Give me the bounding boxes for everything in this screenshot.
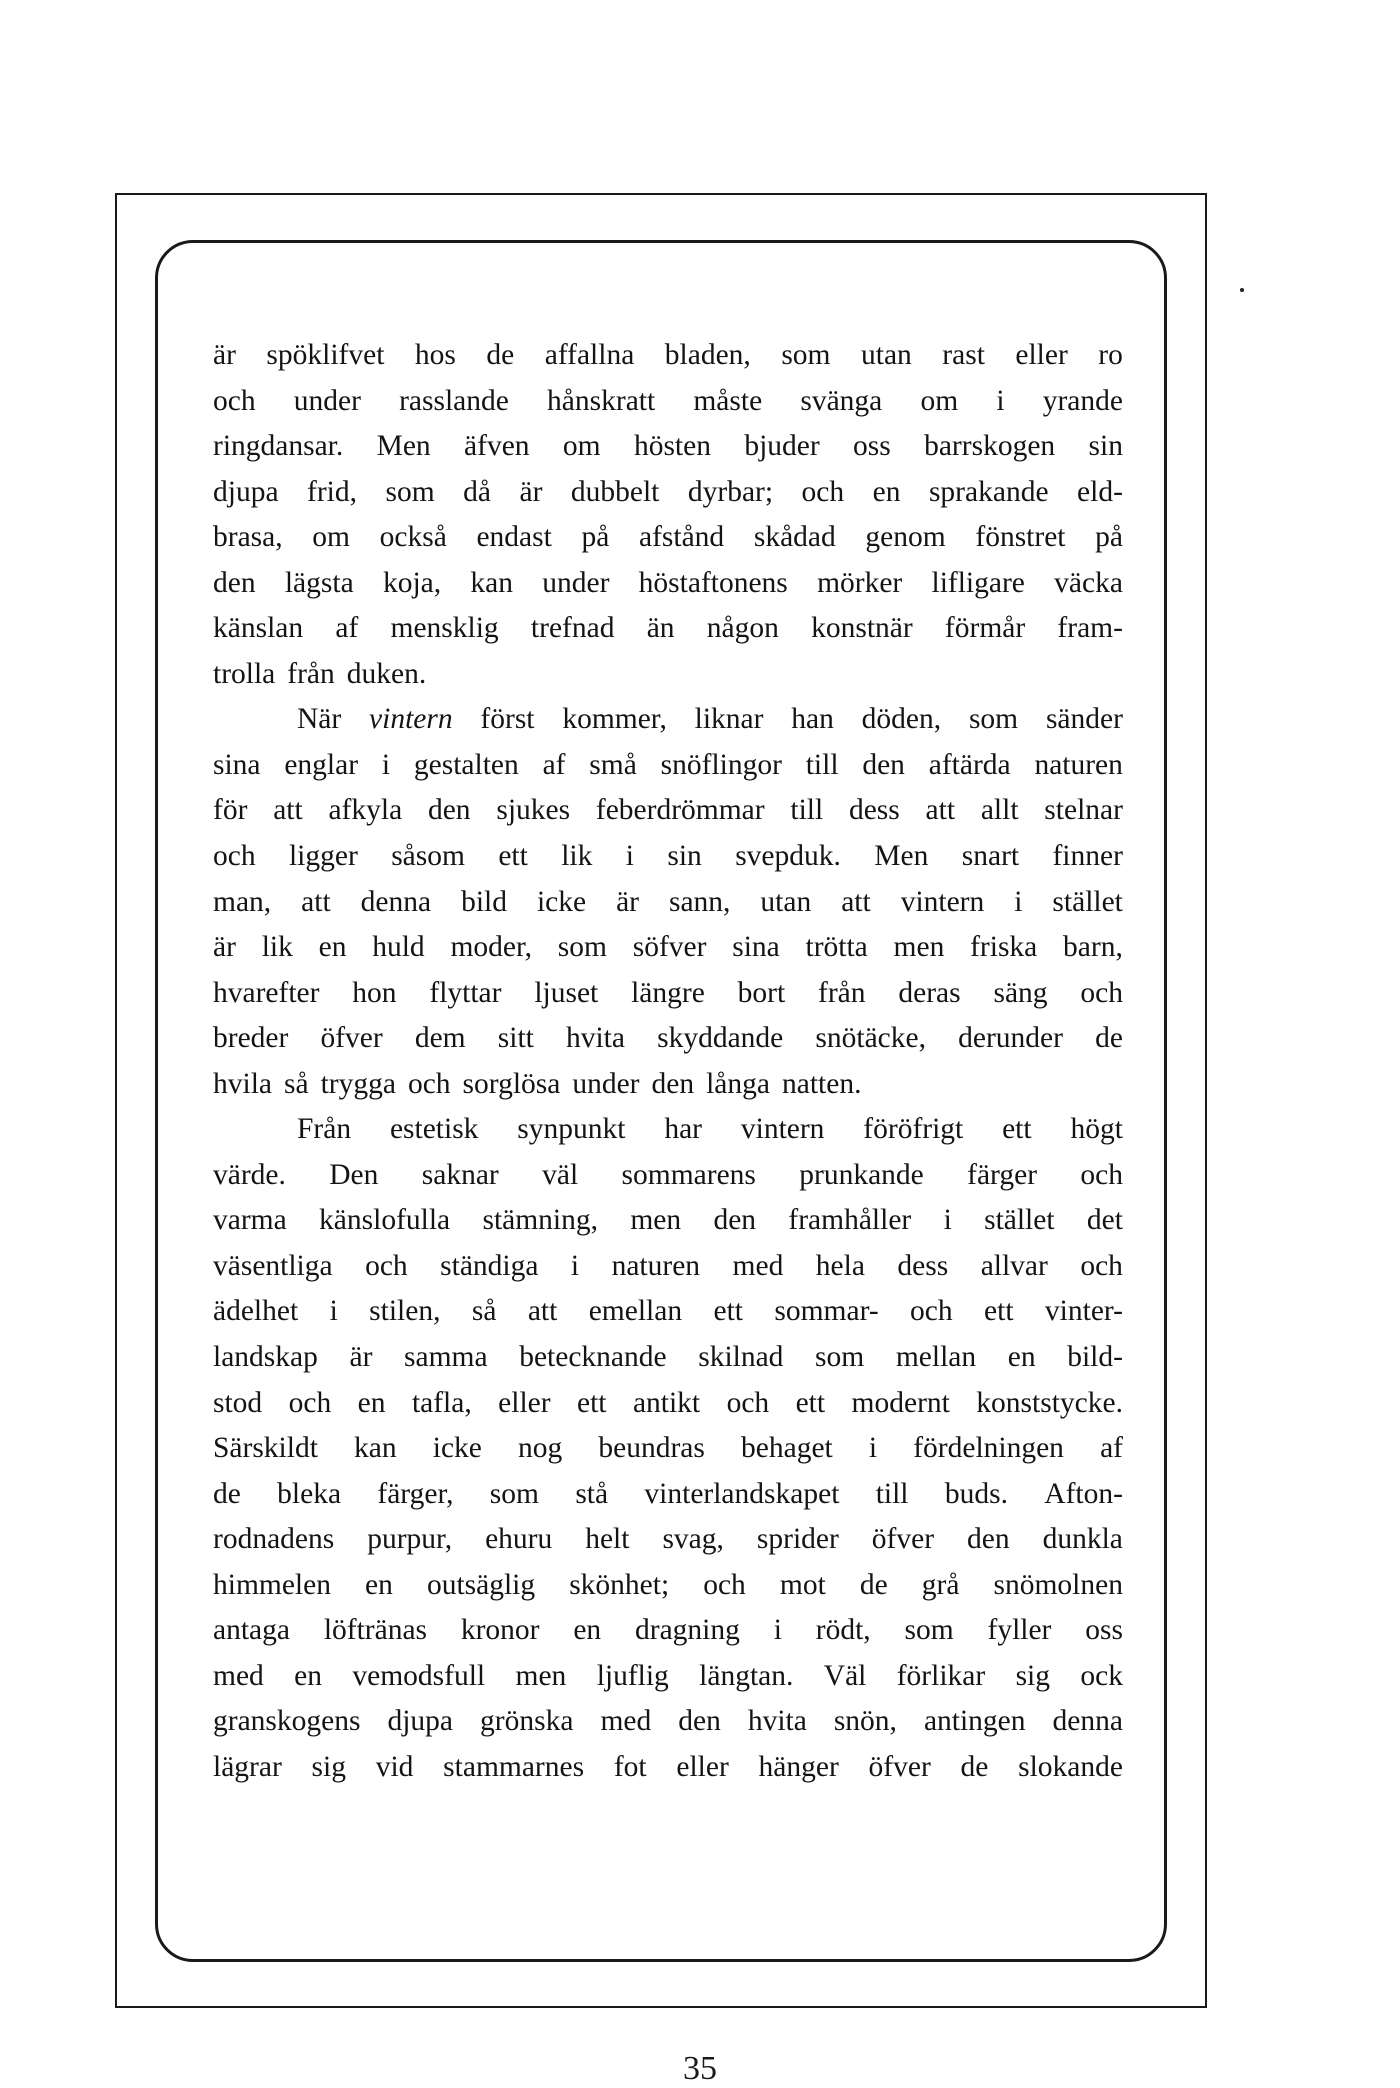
text-line: hvila så trygga och sorglösa under den långa natten.	[213, 1067, 862, 1100]
text-line: trolla från duken.	[213, 657, 427, 690]
text-line: ädelhet i stilen, så att emellan ett sommar- och ett vinter-	[213, 1295, 1123, 1328]
text-line: himmelen en outsäglig skönhet; och mot de grå snömolnen	[213, 1568, 1123, 1601]
text-line: stod och en tafla, eller ett antikt och ett modernt konststycke.	[213, 1386, 1123, 1419]
text-line: väsentliga och ständiga i naturen med hela dess allvar och	[213, 1249, 1123, 1282]
text-line: lägrar sig vid stammarnes fot eller hänger öfver de slokande	[213, 1750, 1123, 1783]
text-line: man, att denna bild icke är sann, utan att vintern i stället	[213, 885, 1123, 918]
text-line: med en vemodsfull men ljuflig längtan. Väl förlikar sig ock	[213, 1659, 1123, 1692]
text-line: Särskildt kan icke nog beundras behaget i fördelningen af	[213, 1432, 1123, 1465]
text-line: och under rasslande hånskratt måste svänga om i yrande	[213, 384, 1123, 417]
paragraph	[213, 697, 1123, 1107]
text-line: landskap är samma betecknande skilnad som mellan en bild-	[213, 1341, 1123, 1374]
text-line: och ligger såsom ett lik i sin svepduk. Men snart finner	[213, 840, 1123, 873]
text-line: varma känslofulla stämning, men den framhåller i stället det	[213, 1204, 1123, 1237]
text-line: värde. Den saknar väl sommarens prunkande färger och	[213, 1158, 1123, 1191]
text-line: hvarefter hon flyttar ljuset längre bort från deras säng och	[213, 976, 1123, 1009]
paragraph	[213, 333, 1123, 697]
body-text	[213, 333, 1123, 1791]
text-line: breder öfver dem sitt hvita skyddande snötäcke, derunder de	[213, 1022, 1123, 1055]
page-number: 35	[683, 2050, 717, 2087]
text-line: känslan af mensklig trefnad än någon konstnär förmår fram-	[213, 612, 1123, 645]
paragraph	[213, 1107, 1123, 1790]
text-line: är lik en huld moder, som söfver sina trötta men friska barn,	[213, 931, 1123, 964]
text-line: sina englar i gestalten af små snöflingor till den aftärda naturen	[213, 748, 1123, 781]
print-speck	[1240, 288, 1244, 292]
text-line: ringdansar. Men äfven om hösten bjuder oss barrskogen sin	[213, 430, 1123, 463]
text-line: rodnadens purpur, ehuru helt svag, sprider öfver den dunkla	[213, 1523, 1123, 1556]
text-line: de bleka färger, som stå vinterlandskapet till buds. Afton-	[213, 1477, 1123, 1510]
text-line: är spöklifvet hos de affallna bladen, som utan rast eller ro	[213, 339, 1123, 371]
text-line: När vintern först kommer, liknar han döden, som sänder	[297, 703, 1123, 736]
text-line: den lägsta koja, kan under höstaftonens mörker lifligare väcka	[213, 566, 1123, 599]
text-line: för att afkyla den sjukes feberdrömmar till dess att allt stelnar	[213, 794, 1123, 827]
text-line: brasa, om också endast på afstånd skådad genom fönstret på	[213, 521, 1123, 554]
text-line: djupa frid, som då är dubbelt dyrbar; och en sprakande eld-	[213, 475, 1123, 508]
text-line: Från estetisk synpunkt har vintern föröfrigt ett högt	[297, 1113, 1123, 1146]
text-line: antaga löftränas kronor en dragning i rödt, som fyller oss	[213, 1614, 1123, 1647]
text-line: granskogens djupa grönska med den hvita snön, antingen denna	[213, 1705, 1123, 1738]
